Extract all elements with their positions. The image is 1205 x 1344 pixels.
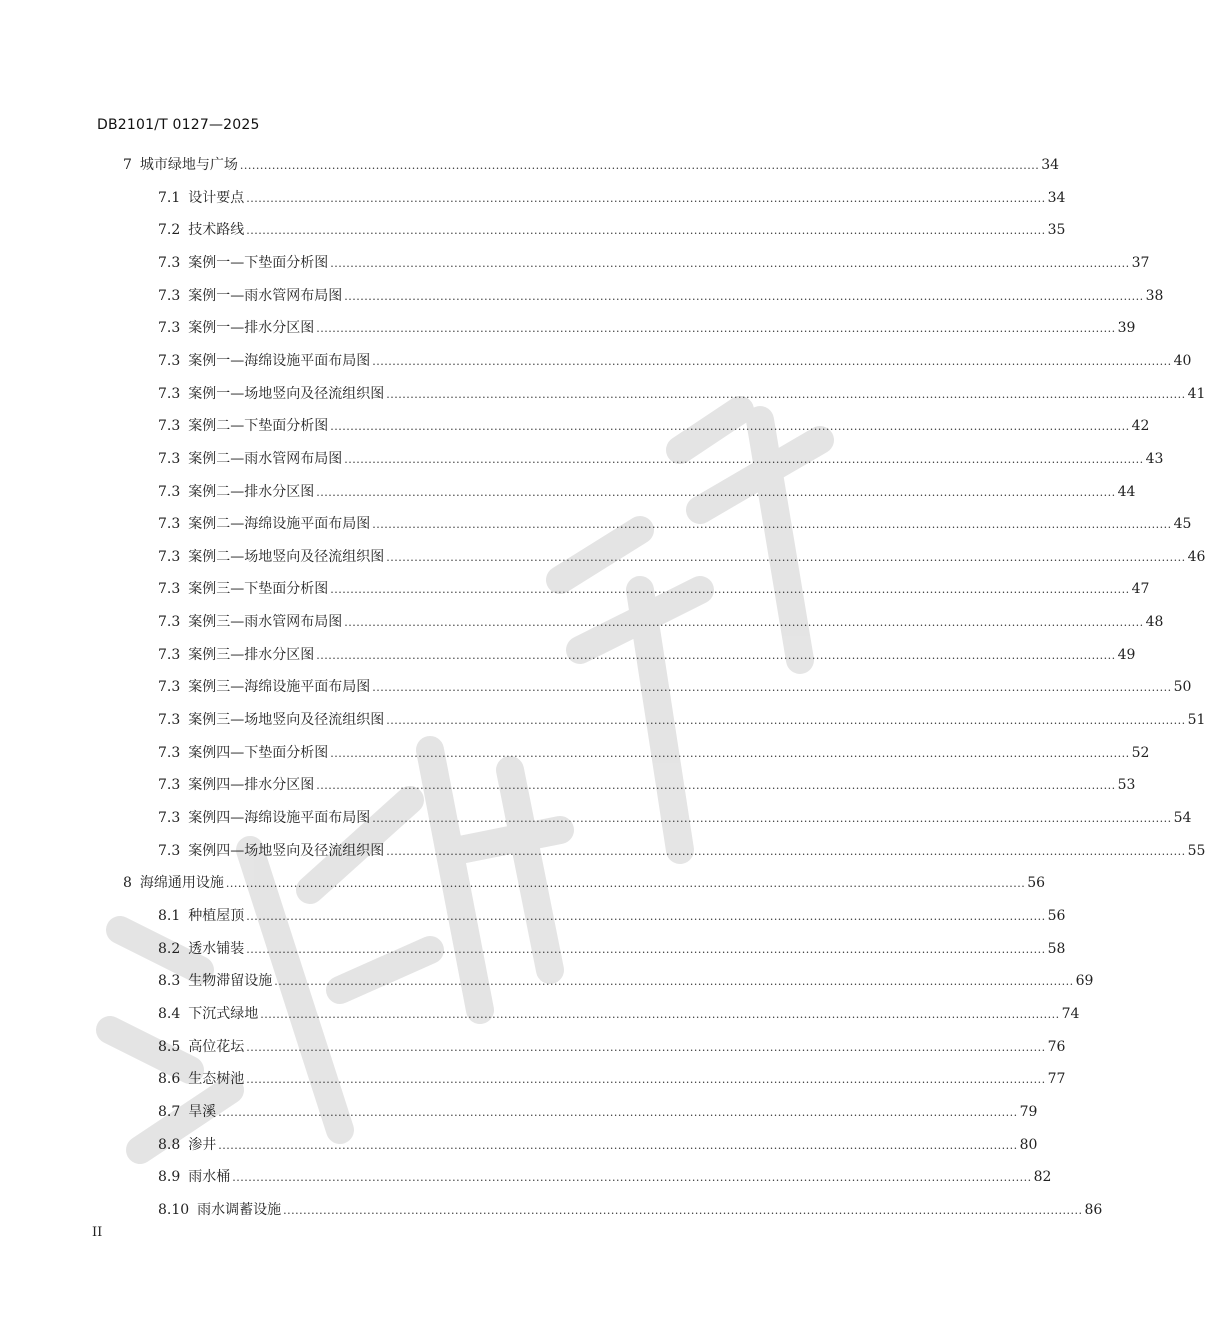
toc-entry-page: 46 <box>1187 549 1205 565</box>
toc-entry[interactable] <box>158 1036 1066 1058</box>
toc-leader-dots: ........................................................................................................................................................................................................ <box>246 943 1046 956</box>
toc-entry-number: 7.2 <box>158 222 181 238</box>
toc-entry-page: 56 <box>1027 875 1046 891</box>
toc-entry[interactable] <box>158 1134 1038 1156</box>
toc-entry[interactable] <box>158 938 1066 960</box>
toc-entry-page: 53 <box>1117 777 1136 793</box>
toc-leader-dots: ........................................................................................................................................................................................................ <box>239 159 1040 172</box>
toc-entry-title: 旱溪 <box>188 1104 217 1120</box>
document-code-header: DB2101/T 0127—2025 <box>97 117 260 133</box>
toc-entry[interactable] <box>158 709 1205 731</box>
toc-entry-title: 案例三—排水分区图 <box>188 647 315 663</box>
toc-entry-number: 8.7 <box>158 1104 181 1120</box>
toc-entry-title: 种植屋顶 <box>188 908 245 924</box>
toc-leader-dots: ........................................................................................................................................................................................................ <box>386 714 1186 727</box>
toc-entry[interactable] <box>158 513 1192 535</box>
toc-entry-page: 77 <box>1047 1071 1066 1087</box>
toc-entry[interactable] <box>158 774 1136 796</box>
toc-leader-dots: ........................................................................................................................................................................................................ <box>344 453 1144 466</box>
toc-entry-title: 生物滞留设施 <box>188 973 273 989</box>
toc-entry-number: 8.8 <box>158 1137 181 1153</box>
toc-entry-number: 7.3 <box>158 386 181 402</box>
toc-entry-title: 渗井 <box>188 1137 217 1153</box>
toc-leader-dots: ........................................................................................................................................................................................................ <box>246 224 1046 237</box>
toc-entry-title: 下沉式绿地 <box>188 1006 259 1022</box>
toc-entry-title: 案例一—海绵设施平面布局图 <box>188 353 371 369</box>
toc-entry-number: 7.3 <box>158 810 181 826</box>
toc-leader-dots: ........................................................................................................................................................................................................ <box>372 812 1172 825</box>
toc-leader-dots: ........................................................................................................................................................................................................ <box>344 290 1144 303</box>
toc-entry-title: 案例三—场地竖向及径流组织图 <box>188 712 385 728</box>
toc-entry-page: 54 <box>1173 810 1192 826</box>
toc-entry-number: 7.3 <box>158 614 181 630</box>
toc-entry[interactable] <box>158 383 1205 405</box>
toc-entry[interactable] <box>158 611 1164 633</box>
toc-entry-number: 7.3 <box>158 549 181 565</box>
toc-entry-title: 案例二—下垫面分析图 <box>188 418 329 434</box>
toc-leader-dots: ........................................................................................................................................................................................................ <box>283 1204 1083 1217</box>
toc-entry-number: 8.3 <box>158 973 181 989</box>
toc-entry-number: 7.3 <box>158 581 181 597</box>
toc-entry[interactable] <box>158 187 1066 209</box>
toc-leader-dots: ........................................................................................................................................................................................................ <box>386 551 1186 564</box>
toc-entry-page: 56 <box>1047 908 1066 924</box>
toc-entry[interactable] <box>158 840 1205 862</box>
toc-entry-title: 城市绿地与广场 <box>139 157 238 173</box>
toc-entry[interactable] <box>158 350 1192 372</box>
toc-entry-number: 8 <box>123 875 132 891</box>
toc-entry-title: 案例二—海绵设施平面布局图 <box>188 516 371 532</box>
toc-leader-dots: ........................................................................................................................................................................................................ <box>372 681 1172 694</box>
toc-entry[interactable] <box>158 252 1150 274</box>
toc-entry-title: 案例二—排水分区图 <box>188 484 315 500</box>
toc-leader-dots: ........................................................................................................................................................................................................ <box>225 877 1026 890</box>
toc-entry-title: 案例三—海绵设施平面布局图 <box>188 679 371 695</box>
toc-entry[interactable] <box>158 1101 1038 1123</box>
toc-entry-number: 8.9 <box>158 1169 181 1185</box>
toc-entry-title: 海绵通用设施 <box>139 875 224 891</box>
toc-entry[interactable] <box>158 317 1136 339</box>
toc-entry-page: 58 <box>1047 941 1066 957</box>
toc-leader-dots: ........................................................................................................................................................................................................ <box>316 486 1116 499</box>
toc-entry-page: 43 <box>1145 451 1164 467</box>
toc-entry-title: 案例四—场地竖向及径流组织图 <box>188 843 385 859</box>
toc-entry[interactable] <box>158 1068 1066 1090</box>
toc-entry[interactable] <box>158 1003 1080 1025</box>
toc-leader-dots: ........................................................................................................................................................................................................ <box>218 1106 1018 1119</box>
toc-entry-number: 8.6 <box>158 1071 181 1087</box>
toc-entry[interactable] <box>158 644 1136 666</box>
toc-entry-title: 案例一—排水分区图 <box>188 320 315 336</box>
toc-entry-number: 8.5 <box>158 1039 181 1055</box>
toc-entry[interactable] <box>158 481 1136 503</box>
toc-entry-page: 51 <box>1187 712 1205 728</box>
toc-entry-page: 50 <box>1173 679 1192 695</box>
toc-entry-page: 76 <box>1047 1039 1066 1055</box>
toc-entry-number: 7.3 <box>158 843 181 859</box>
toc-entry-number: 7.3 <box>158 353 181 369</box>
toc-entry-page: 69 <box>1075 973 1094 989</box>
toc-entry-number: 7.3 <box>158 745 181 761</box>
toc-entry-page: 49 <box>1117 647 1136 663</box>
toc-entry[interactable] <box>158 742 1150 764</box>
toc-entry-number: 7.3 <box>158 484 181 500</box>
toc-leader-dots: ........................................................................................................................................................................................................ <box>330 257 1130 270</box>
toc-entry-number: 7.3 <box>158 255 181 271</box>
toc-leader-dots: ........................................................................................................................................................................................................ <box>316 322 1116 335</box>
toc-entry-page: 44 <box>1117 484 1136 500</box>
toc-entry-title: 案例一—雨水管网布局图 <box>188 288 343 304</box>
toc-entry-page: 34 <box>1047 190 1066 206</box>
toc-leader-dots: ........................................................................................................................................................................................................ <box>274 975 1074 988</box>
toc-entry-title: 雨水桶 <box>188 1169 231 1185</box>
toc-leader-dots: ........................................................................................................................................................................................................ <box>330 420 1130 433</box>
toc-entry-page: 37 <box>1131 255 1150 271</box>
toc-entry-number: 7.3 <box>158 712 181 728</box>
toc-entry-number: 8.10 <box>158 1202 190 1218</box>
toc-entry-title: 案例四—海绵设施平面布局图 <box>188 810 371 826</box>
toc-entry[interactable] <box>158 285 1164 307</box>
toc-entry[interactable] <box>158 807 1192 829</box>
toc-leader-dots: ........................................................................................................................................................................................................ <box>260 1008 1060 1021</box>
toc-entry[interactable] <box>158 219 1066 241</box>
toc-entry[interactable] <box>158 970 1094 992</box>
toc-entry[interactable] <box>158 676 1192 698</box>
toc-leader-dots: ........................................................................................................................................................................................................ <box>330 747 1130 760</box>
toc-entry-page: 47 <box>1131 581 1150 597</box>
toc-entry-title: 案例三—雨水管网布局图 <box>188 614 343 630</box>
toc-entry-page: 82 <box>1033 1169 1052 1185</box>
toc-entry-title: 案例一—下垫面分析图 <box>188 255 329 271</box>
toc-entry-page: 48 <box>1145 614 1164 630</box>
toc-leader-dots: ........................................................................................................................................................................................................ <box>246 1041 1046 1054</box>
toc-entry-number: 7.3 <box>158 418 181 434</box>
toc-entry-page: 40 <box>1173 353 1192 369</box>
toc-entry-page: 39 <box>1117 320 1136 336</box>
toc-entry[interactable] <box>158 415 1150 437</box>
toc-entry[interactable] <box>123 872 1046 894</box>
toc-entry-number: 7.3 <box>158 647 181 663</box>
toc-entry-number: 7.3 <box>158 451 181 467</box>
toc-leader-dots: ........................................................................................................................................................................................................ <box>344 616 1144 629</box>
toc-leader-dots: ........................................................................................................................................................................................................ <box>246 1073 1046 1086</box>
toc-entry[interactable] <box>123 154 1060 176</box>
toc-entry-page: 34 <box>1041 157 1060 173</box>
toc-entry-page: 55 <box>1187 843 1205 859</box>
toc-entry[interactable] <box>158 578 1150 600</box>
toc-entry-number: 8.2 <box>158 941 181 957</box>
toc-leader-dots: ........................................................................................................................................................................................................ <box>372 355 1172 368</box>
toc-entry-page: 86 <box>1084 1202 1103 1218</box>
toc-entry-page: 52 <box>1131 745 1150 761</box>
toc-entry-page: 35 <box>1047 222 1066 238</box>
toc-entry-number: 8.4 <box>158 1006 181 1022</box>
toc-leader-dots: ........................................................................................................................................................................................................ <box>372 518 1172 531</box>
toc-leader-dots: ........................................................................................................................................................................................................ <box>330 583 1130 596</box>
toc-entry-page: 79 <box>1019 1104 1038 1120</box>
toc-entry-title: 设计要点 <box>188 190 245 206</box>
toc-entry-page: 41 <box>1187 386 1205 402</box>
toc-entry-page: 38 <box>1145 288 1164 304</box>
toc-leader-dots: ........................................................................................................................................................................................................ <box>316 779 1116 792</box>
toc-entry-title: 案例二—雨水管网布局图 <box>188 451 343 467</box>
toc-entry-number: 7.3 <box>158 320 181 336</box>
toc-entry-number: 7.3 <box>158 777 181 793</box>
toc-entry-number: 7.1 <box>158 190 181 206</box>
toc-leader-dots: ........................................................................................................................................................................................................ <box>316 649 1116 662</box>
toc-entry-title: 案例一—场地竖向及径流组织图 <box>188 386 385 402</box>
toc-leader-dots: ........................................................................................................................................................................................................ <box>386 845 1186 858</box>
toc-entry[interactable] <box>158 546 1205 568</box>
toc-entry-page: 45 <box>1173 516 1192 532</box>
toc-entry-title: 透水铺装 <box>188 941 245 957</box>
toc-entry[interactable] <box>158 1166 1052 1188</box>
toc-entry-title: 生态树池 <box>188 1071 245 1087</box>
toc-entry[interactable] <box>158 1199 1103 1221</box>
toc-entry[interactable] <box>158 905 1066 927</box>
toc-entry-title: 技术路线 <box>188 222 245 238</box>
toc-entry-number: 7 <box>123 157 132 173</box>
toc-entry[interactable] <box>158 448 1164 470</box>
toc-entry-title: 案例三—下垫面分析图 <box>188 581 329 597</box>
toc-leader-dots: ........................................................................................................................................................................................................ <box>386 388 1186 401</box>
toc-entry-title: 案例四—排水分区图 <box>188 777 315 793</box>
toc-entry-number: 7.3 <box>158 516 181 532</box>
toc-leader-dots: ........................................................................................................................................................................................................ <box>246 192 1046 205</box>
toc-entry-page: 80 <box>1019 1137 1038 1153</box>
toc-entry-page: 42 <box>1131 418 1150 434</box>
toc-entry-title: 高位花坛 <box>188 1039 245 1055</box>
toc-entry-number: 7.3 <box>158 288 181 304</box>
toc-leader-dots: ........................................................................................................................................................................................................ <box>246 910 1046 923</box>
toc-entry-title: 案例二—场地竖向及径流组织图 <box>188 549 385 565</box>
toc-leader-dots: ........................................................................................................................................................................................................ <box>218 1139 1018 1152</box>
toc-entry-page: 74 <box>1061 1006 1080 1022</box>
page-number: II <box>92 1225 103 1240</box>
toc-entry-title: 雨水调蓄设施 <box>197 1202 282 1218</box>
toc-entry-title: 案例四—下垫面分析图 <box>188 745 329 761</box>
toc-leader-dots: ........................................................................................................................................................................................................ <box>232 1171 1032 1184</box>
toc-entry-number: 8.1 <box>158 908 181 924</box>
toc-entry-number: 7.3 <box>158 679 181 695</box>
